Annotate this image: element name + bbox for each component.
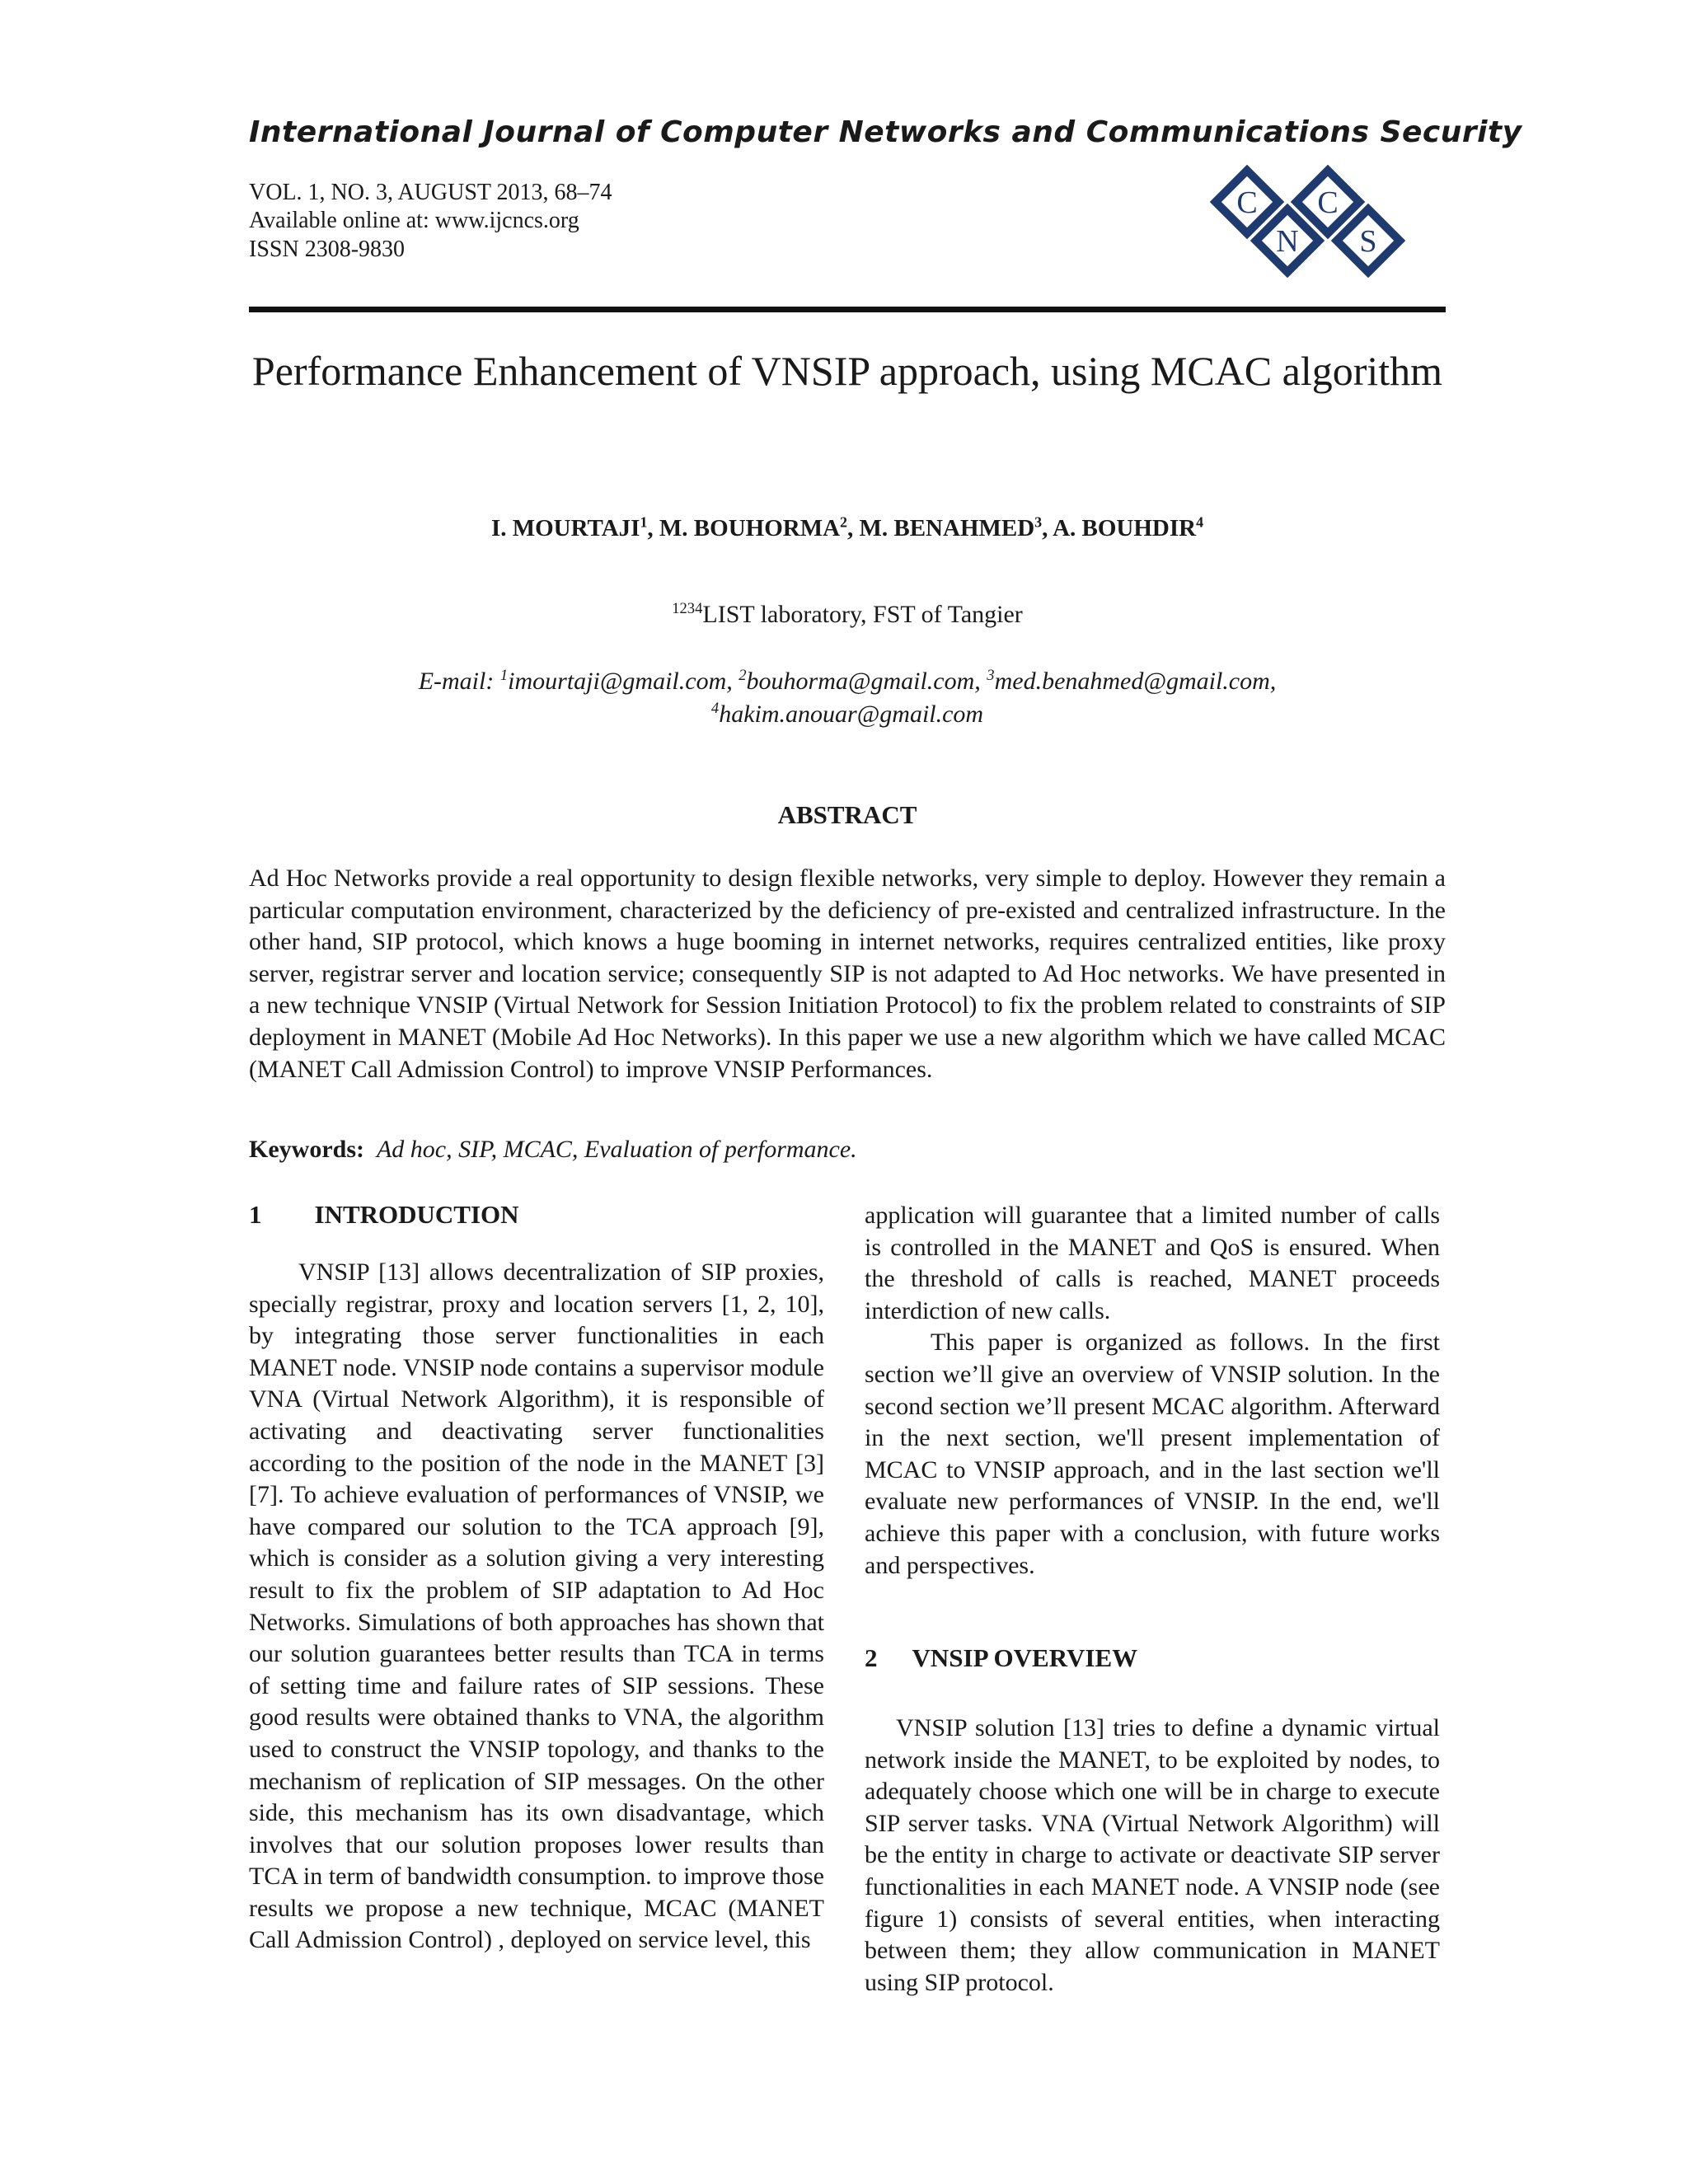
intro-paragraph-2: This paper is organized as follows. In the first section we’ll give an overview of VNSIP solution. In the second section we’ll present MCAC algorithm. Afterward in the next section, we'll present implementation of MCAC to VNSIP approach, and in the last section we'll evaluate new performances of VNSIP. In the end, we'll achieve this paper with a conclusion, with future works and perspectives. [865, 1329, 1440, 1579]
overview-paragraph-1: VNSIP solution [13] tries to define a dynamic virtual network inside the MANET, to be exploited by nodes, to adequately choose which one will be in charge to execute SIP server tasks. VNA (Virtual Network Algorithm) will be the entity in charge to activate or deactivate SIP server functionalities in each MANET node. A VNSIP node (see figure 1) consists of several entities, when interacting between them; they allow communication in MANET using SIP protocol. [865, 1714, 1440, 1996]
author-name: A. BOUHDIR [1053, 515, 1197, 541]
journal-name: International Journal of Computer Networks and Communications Security [249, 115, 1522, 149]
paper-title: Performance Enhancement of VNSIP approach, using MCAC algorithm [251, 348, 1443, 394]
section-title: VNSIP OVERVIEW [912, 1643, 1138, 1672]
author-affiliation-mark: 4 [1196, 513, 1204, 531]
email-address: bouhorma@gmail.com, [746, 668, 987, 695]
email-mark: 2 [738, 667, 747, 684]
author-name: I. MOURTAJI [490, 515, 640, 541]
logo-letter-s: S [1359, 224, 1377, 259]
intro-column-left [249, 1257, 824, 1957]
section-heading-overview [865, 1643, 1137, 1673]
section-number: 1 [249, 1200, 262, 1229]
email-mark: 3 [987, 667, 995, 684]
abstract-body: Ad Hoc Networks provide a real opportunity to design flexible networks, very simple to deploy. However they remain a particular computation environment, characterized by the deficiency of pre-existed and centralized infrastructure. In the other hand, SIP protocol, which knows a huge booming in internet networks, requires centralized entities, like proxy server, registrar server and location service; consequently SIP is not adapted to Ad Hoc networks. We have presented in a new technique VNSIP (Virtual Network for Session Initiation Protocol) to fix the problem related to constraints of SIP deployment in MANET (Mobile Ad Hoc Networks). In this paper we use a new algorithm which we have called MCAC (MANET Call Admission Control) to improve VNSIP Performances. [249, 865, 1446, 1083]
availability-line: Available online at: www.ijcncs.org [249, 208, 579, 233]
logo-letter-c2: C [1317, 185, 1339, 220]
keywords-label: Keywords: [249, 1136, 364, 1163]
email-mark: 4 [710, 700, 720, 717]
author-affiliation-mark: 2 [840, 513, 847, 531]
email-address: med.benahmed@gmail.com, [994, 668, 1277, 695]
affiliation-text: LIST laboratory, FST of Tangier [702, 601, 1023, 628]
logo-letter-n: N [1276, 224, 1299, 259]
issn-line: ISSN 2308-9830 [249, 237, 406, 262]
overview-column [865, 1713, 1440, 1999]
volume-line: VOL. 1, NO. 3, AUGUST 2013, 68–74 [249, 180, 612, 205]
email-label: E-mail: [418, 668, 500, 695]
email-address: hakim.anouar@gmail.com [719, 701, 984, 728]
keywords-text: Ad hoc, SIP, MCAC, Evaluation of performance. [376, 1136, 857, 1163]
section-heading-intro [249, 1200, 519, 1230]
affiliation-mark: 1234 [672, 600, 703, 617]
author-name: M. BOUHORMA [659, 515, 841, 541]
author-affiliation-mark: 3 [1034, 513, 1043, 531]
author-affiliation-mark: 1 [640, 513, 648, 531]
email-mark: 1 [499, 667, 509, 684]
intro-paragraph-1: VNSIP [13] allows decentralization of SIP proxies, specially registrar, proxy and location servers [1, 2, 10], by integrating those server functionalities in each MANET node. VNSIP node contains a supervisor module VNA (Virtual Network Algorithm), it is responsible of activating and deactivating server functionalities according to the position of the node in the MANET [3][7]. To achieve evaluation of performances of VNSIP, we have compared our solution to the TCA approach [9], which is consider as a solution giving a very interesting result to fix the problem of SIP adaptation to Ad Hoc Networks. Simulations of both approaches has shown that our solution guarantees better results than TCA in terms of setting time and failure rates of SIP sessions. These good results were obtained thanks to VNA, the algorithm used to construct the VNSIP topology, and thanks to the mechanism of replication of SIP messages. On the other side, this mechanism has its own disadvantage, which involves that our solution proposes lower results than TCA in term of bandwidth consumption. to improve those results we propose a new technique, MCAC (MANET Call Admission Control) , deployed on service level, this [249, 1258, 824, 1954]
abstract-heading: ABSTRACT [777, 800, 917, 829]
author-emails [249, 665, 1446, 731]
header-rule [249, 307, 1446, 312]
keywords [249, 1136, 1446, 1164]
journal-logo [1210, 165, 1424, 280]
intro-column-right [865, 1200, 1440, 1582]
section-number: 2 [865, 1643, 878, 1672]
affiliation [249, 601, 1446, 629]
email-address: imourtaji@gmail.com, [508, 668, 739, 695]
logo-letter-c1: C [1236, 185, 1258, 220]
intro-paragraph-1-continued: application will guarantee that a limited number of calls is controlled in the MANET and QoS is ensured. When the threshold of calls is reached, MANET proceeds interdiction of new calls. [865, 1202, 1440, 1324]
author-list: I. MOURTAJI$^1$, M. BOUHORMA$^2$, M. BENAHMED$^3$, A. BOUHDIR$^4$ [490, 513, 1204, 541]
section-title: INTRODUCTION [314, 1200, 519, 1229]
author-name: M. BENAHMED [859, 515, 1035, 541]
